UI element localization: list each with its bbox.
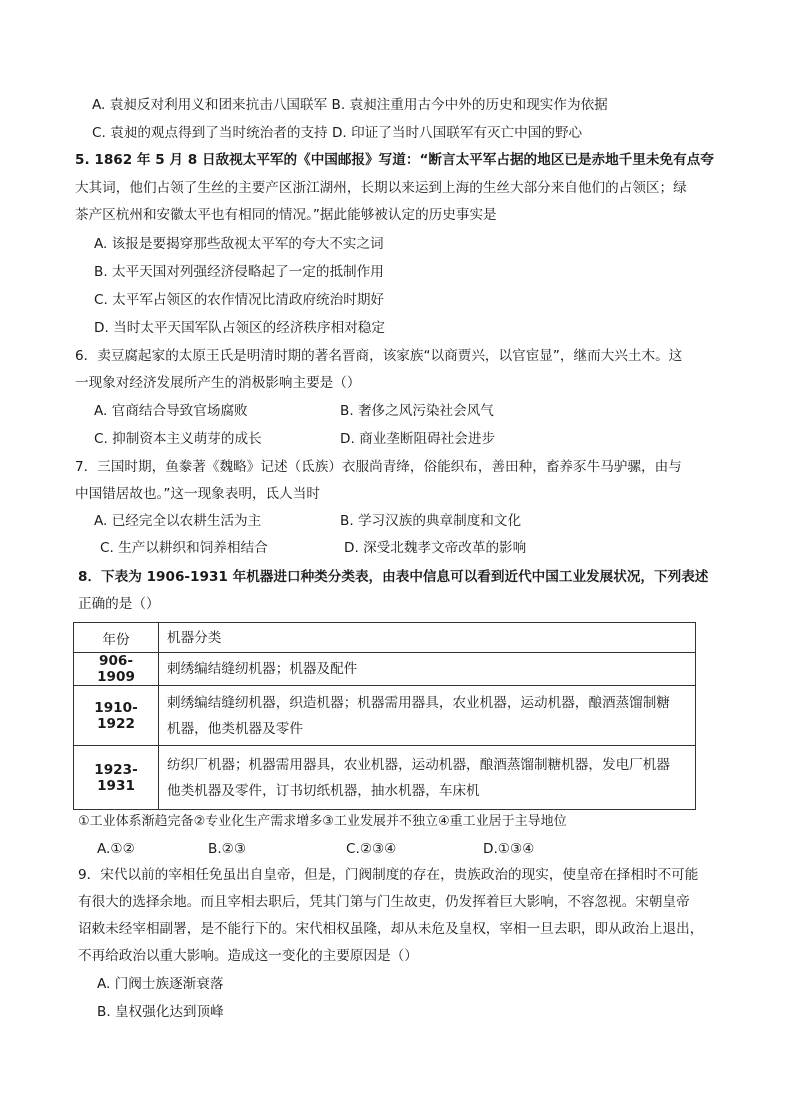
table-cell-category (159, 686, 696, 746)
q5-option-c: C. 太平军占领区的农作情况比清政府统治时期好 (94, 292, 385, 308)
q5-stem-line-3: 茶产区杭州和安徽太平也有相同的情况。”据此能够被认定的历史事实是 (75, 207, 497, 223)
table-row (74, 686, 696, 746)
q9-stem-line-2: 有很大的选择余地。而且宰相去职后，凭其门第与门生故吏，仍发挥着巨大影响，不容忽视。宋朝皇帝 (78, 894, 690, 910)
q4-option-ab: A. 袁昶反对利用义和团来抗击八国联军 B. 袁昶注重用古今中外的历史和现实作为依据 (92, 97, 608, 113)
table-header-category: 机器分类 (159, 623, 696, 653)
q7-option-b: B. 学习汉族的典章制度和文化 (340, 513, 522, 529)
table-row (74, 653, 696, 686)
table-header-year: 年份 (74, 623, 159, 653)
q4-option-cd: C. 袁昶的观点得到了当时统治者的支持 D. 印证了当时八国联军有灭亡中国的野心 (92, 125, 583, 141)
q6-stem-line-2: 一现象对经济发展所产生的消极影响主要是（） (75, 375, 361, 391)
q9-option-b: B. 皇权强化达到顶峰 (97, 1004, 224, 1020)
q7-stem-line-1: 7．三国时期，鱼豢著《魏略》记述（氐族）衣服尚青绛，俗能织布，善田种，畜养豕牛马驴骡，由与 (75, 459, 682, 475)
table-cell-line: 他类机器及零件，订书切纸机器，抽水机器，车床机 (167, 782, 480, 799)
q7-option-d: D. 深受北魏孝文帝改革的影响 (344, 540, 527, 556)
q8-option-c: C.②③④ (346, 841, 397, 857)
table-cell-line: 纺织厂机器；机器需用器具，农业机器，运动机器，酿酒蒸馏制糖机器，发电厂机器 (167, 756, 670, 773)
q6-option-a: A. 官商结合导致官场腐败 (94, 403, 248, 419)
table-cell-category (159, 746, 696, 810)
q7-option-a: A. 已经完全以农耕生活为主 (94, 513, 262, 529)
q8-stem-line-1: 8．下表为 1906-1931 年机器进口种类分类表，由表中信息可以看到近代中国工业发展状况，下列表述 (78, 569, 709, 585)
q9-stem-line-3: 诏敕未经宰相副署，是不能行下的。宋代相权虽隆，却从未危及皇权，宰相一旦去职，即从政治上退出， (78, 921, 704, 937)
q8-option-d: D.①③④ (483, 841, 535, 857)
q8-stem-line-2: 正确的是（） (78, 596, 160, 612)
q5-stem-line-1: 5. 1862 年 5 月 8 日敌视太平军的《中国邮报》写道：“断言太平军占据的地区已是赤地千里未免有点夸 (75, 152, 714, 168)
q8-option-b: B.②③ (208, 841, 247, 857)
q5-option-d: D. 当时太平天国军队占领区的经济秩序相对稳定 (94, 320, 385, 336)
q6-stem-line-1: 6．卖豆腐起家的太原王氏是明清时期的著名晋商，该家族“以商贾兴，以官宦显”，继而大兴土木。这 (75, 348, 683, 364)
table-header-row (74, 623, 696, 653)
table-cell-line: 刺绣编结缝纫机器；机器及配件 (167, 661, 358, 677)
table-row (74, 746, 696, 810)
table-cell-year: 1910-1922 (74, 686, 159, 746)
q5-stem-line-2: 大其词，他们占领了生丝的主要产区浙江湖州，长期以来运到上海的生丝大部分来自他们的占领区；绿 (75, 180, 687, 196)
q5-option-b: B. 太平天国对列强经济侵略起了一定的抵制作用 (94, 264, 384, 280)
q6-option-c: C. 抑制资本主义萌芽的成长 (94, 431, 262, 447)
q7-stem-line-2: 中国错居故也。”这一现象表明，氐人当时 (75, 486, 320, 502)
q6-option-d: D. 商业垄断阻碍社会进步 (340, 431, 496, 447)
q9-stem-line-1: 9．宋代以前的宰相任免虽出自皇帝，但是，门阀制度的存在，贵族政治的现实，使皇帝在择相时不可能 (78, 867, 699, 883)
q5-option-a: A. 该报是要揭穿那些敌视太平军的夸大不实之词 (94, 236, 384, 252)
q7-option-c: C. 生产以耕织和饲养相结合 (100, 540, 268, 556)
q8-statements: ①工业体系渐趋完备②专业化生产需求增多③工业发展并不独立④重工业居于主导地位 (78, 814, 567, 829)
q9-option-a: A. 门阀士族逐渐衰落 (97, 976, 224, 992)
q9-stem-line-4: 不再给政治以重大影响。造成这一变化的主要原因是（） (78, 948, 418, 964)
table-cell-line: 刺绣编结缝纫机器，织造机器；机器需用器具，农业机器，运动机器，酿酒蒸馏制糖 (167, 694, 670, 711)
table-cell-category (159, 653, 696, 686)
machine-import-table (73, 622, 696, 810)
table-cell-year: 1923-1931 (74, 746, 159, 810)
table-cell-line: 机器，他类机器及零件 (167, 720, 303, 737)
table-cell-year: 906-1909 (74, 653, 159, 686)
q8-option-a: A.①② (97, 841, 135, 857)
q6-option-b: B. 奢侈之风污染社会风气 (340, 403, 494, 419)
